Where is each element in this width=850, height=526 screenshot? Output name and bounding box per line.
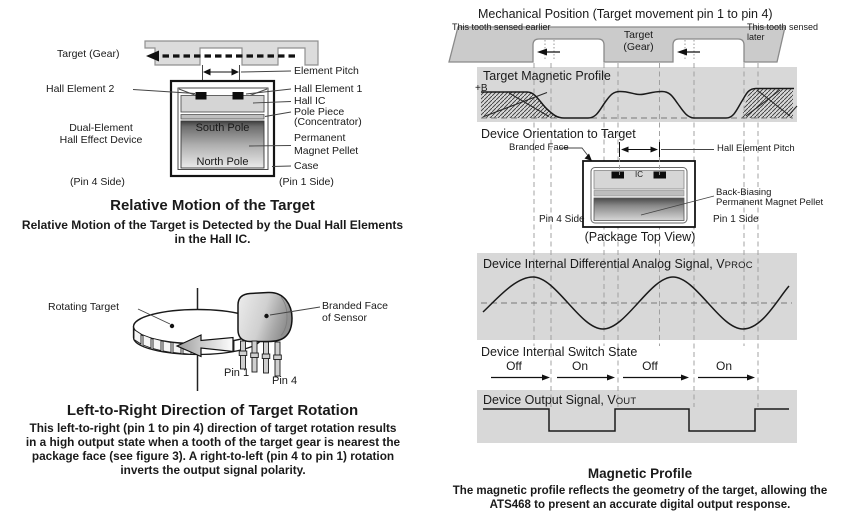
- relative-motion-caption: [0, 218, 425, 247]
- switch-state-heading: Device Internal Switch State: [481, 345, 638, 359]
- dual-element-line1: Dual-Element: [69, 122, 133, 134]
- relative-motion-title: Relative Motion of the Target: [110, 197, 315, 214]
- lr-caption-line2: in a high output state when a tooth of the target gear is nearest the: [25, 435, 401, 450]
- lr-caption-line3: package face (see figure 3). A right-to-left (pin 4 to pin 1) rotation: [31, 449, 395, 464]
- switch-off-2: Off: [642, 359, 658, 373]
- magnetic-profile-panel-title: Target Magnetic Profile: [483, 69, 611, 83]
- device-orientation-heading: Device Orientation to Target: [481, 127, 636, 141]
- output-square-wave: [483, 409, 789, 431]
- branded-face-line1: Branded Face: [322, 300, 388, 312]
- mp-caption-line1: The magnetic profile reflects the geometry of the target, allowing the: [452, 485, 828, 497]
- hall-ic-block: [181, 96, 264, 113]
- permanent-label: Permanent: [294, 132, 346, 144]
- south-pole-label: South Pole: [195, 122, 250, 134]
- north-pole-label: North Pole: [196, 156, 249, 168]
- dual-element-line2: Hall Effect Device: [59, 133, 143, 146]
- rotating-target-dot: [170, 324, 174, 328]
- output-title-main: Device Output Signal, V: [483, 393, 616, 407]
- gear-motion-arrowhead: [146, 51, 159, 62]
- magnet-pellet-label: Magnet Pellet: [294, 144, 359, 157]
- ic-label: IC: [635, 169, 643, 179]
- target-gear-label: Target (Gear): [57, 48, 120, 60]
- pin1-label: Pin 1: [224, 367, 250, 379]
- analog-signal-title: [483, 257, 753, 272]
- package-pole-strip: [594, 191, 684, 197]
- back-biasing-line2: Permanent Magnet Pellet: [716, 197, 824, 209]
- branded-face-sensor-label: [322, 301, 388, 325]
- rm-caption-line1: Relative Motion of the Target is Detected by the Dual Hall Elements: [21, 218, 404, 232]
- mechanical-position-heading: Mechanical Position (Target movement pin 1 to pin 4): [478, 7, 773, 21]
- sensed-later-label: [747, 22, 818, 42]
- switch-on-2: On: [715, 359, 732, 373]
- sensed-later-line1: This tooth sensed: [747, 22, 819, 32]
- output-title-sub: OUT: [615, 396, 637, 407]
- mp-caption-line2: ATS468 to present an accurate digital output response.: [489, 498, 791, 511]
- lr-caption-line1: This left-to-right (pin 1 to pin 4) direction of target rotation results: [29, 421, 397, 435]
- element-pitch-label: Element Pitch: [294, 65, 359, 77]
- target-gear-band-label: [608, 30, 669, 54]
- rm-caption-line2: in the Hall IC.: [174, 232, 251, 247]
- rotation-caption: [8, 421, 418, 478]
- dual-element-label: [40, 123, 162, 147]
- pin4-side-label: (Pin 4 Side): [70, 176, 125, 188]
- magnetic-profile-caption: [430, 485, 850, 513]
- hall-pitch-dimension: [620, 142, 660, 157]
- package-hall-left: [612, 172, 625, 179]
- analog-title-main: Device Internal Differential Analog Signal, V: [483, 257, 725, 271]
- element-pitch-dimension-arrow: [203, 69, 239, 76]
- target-band-line2: (Gear): [623, 40, 654, 53]
- output-signal-title: [483, 393, 636, 408]
- package-magnet: [594, 198, 684, 221]
- branded-face-line2: of Sensor: [322, 311, 367, 324]
- case-label: Case: [294, 159, 319, 172]
- branded-face-label: Branded Face: [509, 142, 569, 153]
- hall-element-1-label: Hall Element 1: [294, 83, 363, 95]
- pin1-side-pkg-label: Pin 1 Side: [713, 214, 759, 225]
- hall-element-2-chip: [196, 92, 207, 100]
- lr-caption-line4: inverts the output signal polarity.: [120, 463, 306, 478]
- switch-state-arrows: [491, 375, 755, 381]
- switch-off-1: Off: [506, 359, 522, 373]
- switch-on-1: On: [571, 359, 588, 373]
- target-gear-shape: [145, 41, 318, 65]
- pin1-side-label: (Pin 1 Side): [279, 176, 334, 188]
- concentrator-label: (Concentrator): [294, 115, 362, 128]
- analog-title-sub: PROC: [724, 260, 753, 271]
- magnetic-profile-title: Magnetic Profile: [587, 466, 693, 481]
- hall-ic-label: Hall IC: [294, 95, 326, 107]
- sensed-earlier-label: This tooth sensed earlier: [452, 22, 551, 32]
- hall-element-pitch-label: Hall Element Pitch: [717, 143, 795, 154]
- back-biasing-line1: Back-Biasing: [716, 187, 772, 198]
- package-top-view-label: (Package Top View): [584, 230, 696, 244]
- profile-hatch-left: [481, 92, 564, 118]
- plus-b-label: +B: [475, 83, 488, 94]
- target-band-line1: Target: [623, 29, 654, 41]
- back-biasing-label: [716, 188, 823, 209]
- element-pitch-leader: [241, 71, 291, 72]
- hall-element-1-chip: [233, 92, 244, 100]
- hall-element-2-label: Hall Element 2: [46, 83, 115, 95]
- pin4-side-pkg-label: Pin 4 Side: [539, 214, 585, 225]
- pole-piece-strip: [181, 115, 264, 120]
- sensed-later-line2: later: [747, 32, 765, 43]
- branded-face-dot: [264, 314, 268, 318]
- pole-piece-label: Pole Piece: [294, 105, 345, 118]
- rotating-target-label: Rotating Target: [48, 301, 120, 313]
- pin4-label: Pin 4: [272, 375, 298, 387]
- rotation-title: Left-to-Right Direction of Target Rotation: [66, 402, 359, 419]
